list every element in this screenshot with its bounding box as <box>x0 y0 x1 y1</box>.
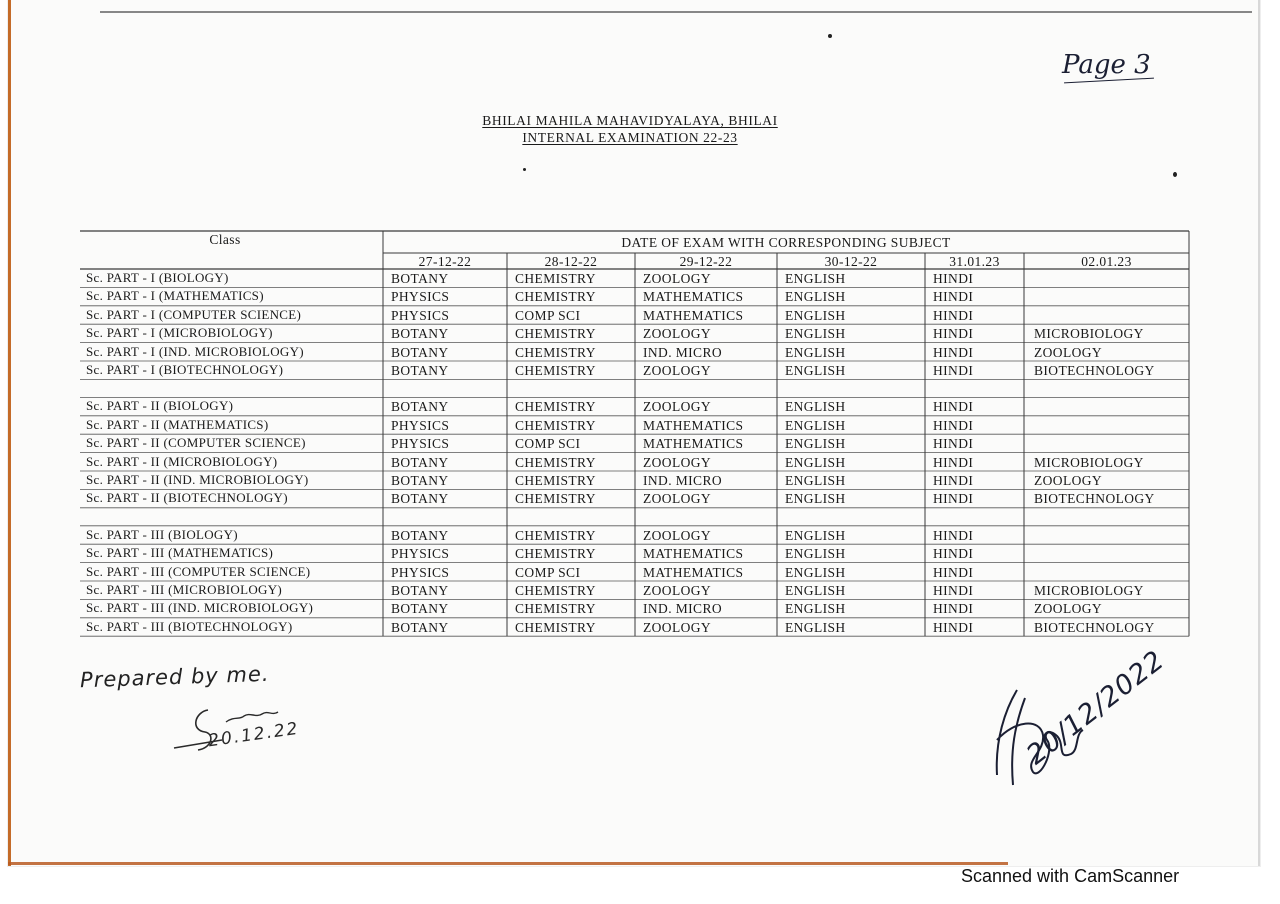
class-name-cell: Sc. PART - I (BIOLOGY) <box>86 270 229 285</box>
subject-cell: BOTANY <box>391 601 449 617</box>
subject-cell: ENGLISH <box>785 307 846 323</box>
subject-cell: ZOOLOGY <box>643 271 712 286</box>
subject-cell: IND. MICRO <box>643 601 723 617</box>
page-edge-bottom <box>8 862 1008 865</box>
subject-cell: ZOOLOGY <box>643 527 712 543</box>
subject-cell: CHEMISTRY <box>515 454 596 470</box>
prepared-by-note: Prepared by me. <box>79 661 270 693</box>
subject-cell: HINDI <box>933 363 974 378</box>
subject-cell: CHEMISTRY <box>515 527 596 543</box>
subject-cell: CHEMISTRY <box>515 601 596 617</box>
subject-cell: ENGLISH <box>785 289 846 305</box>
page-edge-left <box>8 0 11 866</box>
subject-cell: BOTANY <box>391 271 449 286</box>
subject-cell: ZOOLOGY <box>643 363 712 378</box>
subject-cell: BOTANY <box>391 527 449 543</box>
subject-cell: BOTANY <box>391 363 449 378</box>
subject-cell: HINDI <box>933 271 974 286</box>
subject-cell: ENGLISH <box>785 399 846 415</box>
ink-speck <box>828 34 832 38</box>
subject-cell: BOTANY <box>391 473 449 488</box>
subject-cell: PHYSICS <box>391 417 450 433</box>
exam-title: INTERNAL EXAMINATION 22-23 <box>522 130 738 145</box>
class-name-cell: Sc. PART - III (MATHEMATICS) <box>86 545 274 561</box>
institution-title: BHILAI MAHILA MAHAVIDYALAYA, BHILAI <box>482 113 778 128</box>
subject-cell: BOTANY <box>391 491 449 507</box>
subject-cell: CHEMISTRY <box>515 619 596 635</box>
class-name-cell: Sc. PART - III (BIOLOGY) <box>86 526 238 542</box>
subject-cell: ENGLISH <box>785 491 846 507</box>
class-name-cell: Sc. PART - I (BIOTECHNOLOGY) <box>86 362 284 377</box>
subject-cell: MATHEMATICS <box>643 289 744 305</box>
subject-cell: HINDI <box>933 619 974 635</box>
subject-cell: ENGLISH <box>785 546 846 562</box>
subject-cell: ZOOLOGY <box>643 399 712 415</box>
class-name-cell: Sc. PART - II (BIOTECHNOLOGY) <box>86 490 288 506</box>
subject-cell: ENGLISH <box>785 601 846 617</box>
subject-cell: CHEMISTRY <box>515 289 596 305</box>
subject-cell: MICROBIOLOGY <box>1034 454 1144 470</box>
subject-cell: COMP SCI <box>515 564 581 580</box>
subject-cell: HINDI <box>933 527 974 543</box>
subject-cell: HINDI <box>933 326 974 342</box>
date-header-1: 27-12-22 <box>418 254 472 269</box>
class-name-cell: Sc. PART - II (MATHEMATICS) <box>86 416 269 432</box>
subject-cell: BIOTECHNOLOGY <box>1034 491 1155 507</box>
class-name-cell: Sc. PART - II (IND. MICROBIOLOGY) <box>86 472 309 487</box>
subject-cell: HINDI <box>933 436 974 452</box>
preparer-signature-date: 20.12.22 <box>207 718 301 752</box>
subject-cell: HINDI <box>933 583 974 598</box>
class-name-cell: Sc. PART - III (COMPUTER SCIENCE) <box>86 563 311 579</box>
subject-cell: PHYSICS <box>391 546 450 562</box>
subject-cell: BOTANY <box>391 344 449 360</box>
subject-cell: ZOOLOGY <box>643 326 712 342</box>
subject-cell: ZOOLOGY <box>1034 601 1103 617</box>
subject-cell: CHEMISTRY <box>515 491 596 507</box>
subject-cell: HINDI <box>933 564 974 580</box>
subject-cell: ZOOLOGY <box>643 491 712 507</box>
subject-cell: MATHEMATICS <box>643 417 744 433</box>
subject-cell: CHEMISTRY <box>515 326 596 342</box>
subject-cell: HINDI <box>933 473 974 488</box>
subject-cell: HINDI <box>933 491 974 507</box>
subject-cell: ENGLISH <box>785 527 846 543</box>
subject-cell: CHEMISTRY <box>515 583 596 598</box>
scanner-watermark: Scanned with CamScanner <box>961 866 1180 886</box>
subject-cell: BOTANY <box>391 326 449 342</box>
subject-cell: BOTANY <box>391 619 449 635</box>
subject-cell: MATHEMATICS <box>643 546 744 562</box>
subject-cell: PHYSICS <box>391 564 450 580</box>
subject-cell: COMP SCI <box>515 436 581 452</box>
subject-cell: MATHEMATICS <box>643 436 744 452</box>
page-number-label: Page 3 <box>1062 50 1151 80</box>
subject-cell: ENGLISH <box>785 363 846 378</box>
subject-cell: ZOOLOGY <box>643 454 712 470</box>
column-header-group: DATE OF EXAM WITH CORRESPONDING SUBJECT <box>621 235 951 250</box>
date-header-2: 28-12-22 <box>544 254 598 269</box>
subject-cell: ZOOLOGY <box>643 619 712 635</box>
subject-cell: ENGLISH <box>785 619 846 635</box>
subject-cell: PHYSICS <box>391 436 450 452</box>
subject-cell: CHEMISTRY <box>515 399 596 415</box>
exam-schedule-table <box>80 229 1192 641</box>
subject-cell: CHEMISTRY <box>515 546 596 562</box>
class-name-cell: Sc. PART - I (IND. MICROBIOLOGY) <box>86 343 304 359</box>
subject-cell: PHYSICS <box>391 289 450 305</box>
subject-cell: BOTANY <box>391 399 449 415</box>
subject-cell: HINDI <box>933 307 974 323</box>
subject-cell: PHYSICS <box>391 307 450 323</box>
date-header-4: 30-12-22 <box>824 254 878 269</box>
subject-cell: ENGLISH <box>785 436 846 452</box>
subject-cell: HINDI <box>933 454 974 470</box>
subject-cell: HINDI <box>933 289 974 305</box>
subject-cell: BIOTECHNOLOGY <box>1034 363 1155 378</box>
subject-cell: ZOOLOGY <box>1034 473 1103 488</box>
class-name-cell: Sc. PART - II (BIOLOGY) <box>86 398 234 414</box>
class-name-cell: Sc. PART - I (MICROBIOLOGY) <box>86 325 273 341</box>
subject-cell: IND. MICRO <box>643 473 723 488</box>
subject-cell: CHEMISTRY <box>515 473 596 488</box>
subject-cell: CHEMISTRY <box>515 417 596 433</box>
date-header-3: 29-12-22 <box>679 254 733 269</box>
subject-cell: MATHEMATICS <box>643 564 744 580</box>
principal-signature-date: 20/12/2022 <box>1020 644 1171 771</box>
subject-cell: MICROBIOLOGY <box>1034 583 1144 598</box>
subject-cell: ENGLISH <box>785 454 846 470</box>
date-header-6: 02.01.23 <box>1081 254 1132 269</box>
subject-cell: ENGLISH <box>785 344 846 360</box>
subject-cell: HINDI <box>933 417 974 433</box>
date-header-5: 31.01.23 <box>949 254 1000 269</box>
subject-cell: ENGLISH <box>785 564 846 580</box>
subject-cell: BOTANY <box>391 454 449 470</box>
class-name-cell: Sc. PART - III (BIOTECHNOLOGY) <box>86 618 293 634</box>
class-name-cell: Sc. PART - III (IND. MICROBIOLOGY) <box>86 600 314 616</box>
subject-cell: ZOOLOGY <box>1034 344 1103 360</box>
subject-cell: COMP SCI <box>515 307 581 323</box>
column-header-class: Class <box>209 232 241 247</box>
subject-cell: CHEMISTRY <box>515 271 596 286</box>
subject-cell: BOTANY <box>391 583 449 598</box>
subject-cell: ENGLISH <box>785 583 846 598</box>
subject-cell: HINDI <box>933 546 974 562</box>
subject-cell: MICROBIOLOGY <box>1034 326 1144 342</box>
subject-cell: ZOOLOGY <box>643 583 712 598</box>
top-rule-line <box>100 11 1252 13</box>
subject-cell: ENGLISH <box>785 417 846 433</box>
subject-cell: MATHEMATICS <box>643 307 744 323</box>
class-name-cell: Sc. PART - I (MATHEMATICS) <box>86 288 264 304</box>
subject-cell: ENGLISH <box>785 271 846 286</box>
ink-speck <box>523 168 526 171</box>
subject-cell: IND. MICRO <box>643 344 723 360</box>
subject-cell: CHEMISTRY <box>515 363 596 378</box>
subject-cell: HINDI <box>933 344 974 360</box>
subject-cell: ENGLISH <box>785 326 846 342</box>
ink-speck <box>1173 172 1177 177</box>
class-name-cell: Sc. PART - III (MICROBIOLOGY) <box>86 582 283 597</box>
class-name-cell: Sc. PART - II (MICROBIOLOGY) <box>86 453 278 469</box>
class-name-cell: Sc. PART - II (COMPUTER SCIENCE) <box>86 435 306 451</box>
class-name-cell: Sc. PART - I (COMPUTER SCIENCE) <box>86 306 302 322</box>
subject-cell: ENGLISH <box>785 473 846 488</box>
subject-cell: CHEMISTRY <box>515 344 596 360</box>
subject-cell: BIOTECHNOLOGY <box>1034 619 1155 635</box>
subject-cell: HINDI <box>933 399 974 415</box>
subject-cell: HINDI <box>933 601 974 617</box>
